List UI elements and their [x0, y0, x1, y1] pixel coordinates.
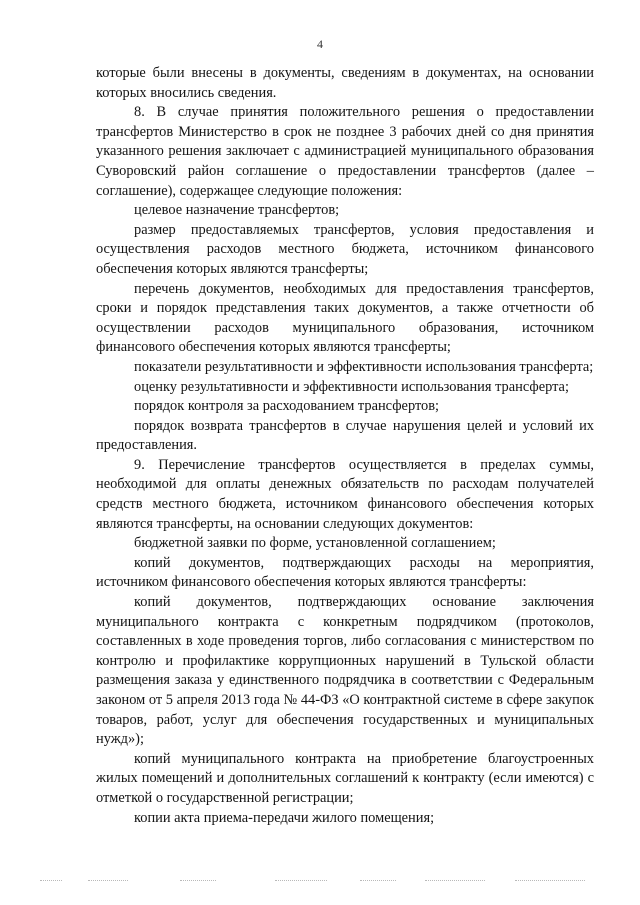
scan-mark — [425, 880, 485, 882]
scan-mark — [360, 880, 396, 882]
list-item-transfer-act: копии акта приема-передачи жилого помещения; — [134, 809, 435, 826]
list-item-performance-indicators: показатели результативности и эффективности использования трансферта; — [134, 358, 594, 375]
list-item-transfer-size: размер предоставляемых трансфертов, условия предоставления и осуществления расходов местного бюджета, источником финансового обеспечения которых являются трансферты; — [96, 221, 594, 277]
scan-mark — [40, 880, 62, 882]
scan-mark — [275, 880, 327, 882]
document-body — [96, 64, 594, 828]
paragraph-clause-8: 8. В случае принятия положительного решения о предоставлении трансфертов Министерство в срок не позднее 3 рабочих дней со дня принятия указанного решения заключает с администрацией муниципального образования Суворовский район соглашение о предоставлении трансфертов (далее – соглашение), содержащее следующие положения: — [96, 104, 594, 199]
scan-mark — [515, 880, 585, 882]
paragraph-clause-9: 9. Перечисление трансфертов осуществляется в пределах суммы, необходимой для оплаты денежных обязательств по расходам получателей средств местного бюджета, источником финансового обеспечения которых являются трансферты, на основании следующих документов: — [96, 456, 594, 532]
paragraph-continuation: которые были внесены в документы, сведениям в документах, на основании которых вносились сведения. — [96, 65, 594, 101]
list-item-target-purpose: целевое назначение трансфертов; — [134, 202, 340, 219]
scan-artifact-marks — [30, 880, 610, 886]
list-item-documents-list: перечень документов, необходимых для предоставления трансфертов, сроки и порядок представления таких документов, а также отчетности об осуществлении расходов муниципального образования, источником финансового обеспечения которых являются трансферты; — [96, 280, 594, 356]
list-item-performance-evaluation: оценку результативности и эффективности использования трансферта; — [134, 378, 569, 395]
scan-mark — [88, 880, 128, 882]
list-item-control-procedure: порядок контроля за расходованием трансфертов; — [134, 398, 440, 415]
list-item-expense-documents: копий документов, подтверждающих расходы на мероприятия, источником финансового обеспечения которых являются трансферты: — [96, 554, 594, 591]
list-item-contract-basis: копий документов, подтверждающих основание заключения муниципального контракта с конкретным подрядчиком (протоколов, составленных в ходе проведения торгов, либо согласования с министерством по контролю и профилактике коррупционных нарушений в Тульской области размещения заказа у единственного подрядчика в соответствии с Федеральным законом от 5 апреля 2013 года № 44-ФЗ «О контрактной системе в сфере закупок товаров, работ, услуг для обеспечения государственных и муниципальных нужд»); — [96, 594, 594, 748]
list-item-return-procedure: порядок возврата трансфертов в случае нарушения целей и условий их предоставления. — [96, 417, 594, 454]
scan-mark — [180, 880, 216, 882]
list-item-municipal-contract: копий муниципального контракта на приобретение благоустроенных жилых помещений и дополнительных соглашений к контракту (если имеются) с отметкой о государственной регистрации; — [96, 750, 594, 806]
page-number: 4 — [317, 37, 323, 51]
list-item-budget-request: бюджетной заявки по форме, установленной соглашением; — [134, 535, 496, 552]
